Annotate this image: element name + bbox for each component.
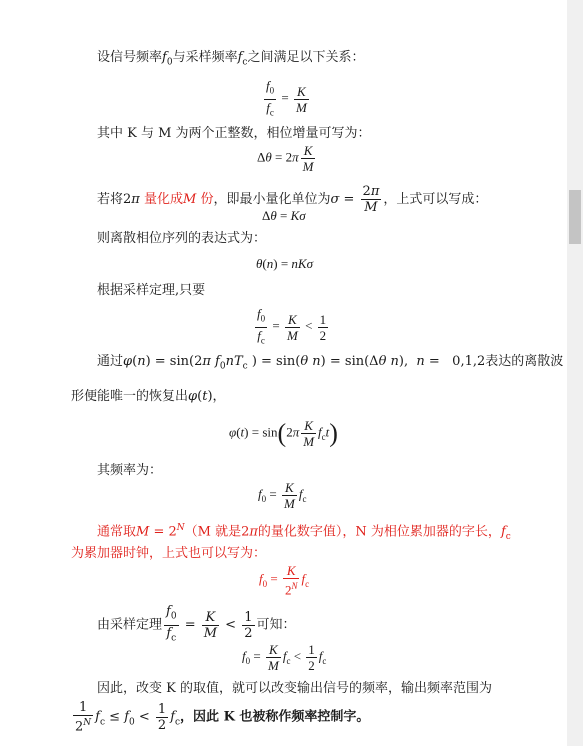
equation-frequency: $f_0$ = $\frac{K}{M}$ $f_c$	[258, 480, 307, 511]
paragraph-8: 其频率为：	[97, 463, 163, 478]
paragraph-1: 设信号频率$f_0$与采样频率$f_c$之间满足以下关系：	[97, 50, 365, 68]
paragraph-10: 为累加器时钟，上式也可以写为：	[71, 546, 267, 561]
paragraph-7: 形便能唯一的恢复出φ(t)，	[71, 389, 226, 404]
paragraph-11: 由采样定理 $\frac{f_0}{f_c}$ = $\frac{K}{M}$ < $\frac{1}{2}$ 可知：	[97, 604, 296, 644]
equation-discrete-phase: θ(n) = nKσ	[256, 256, 313, 271]
paragraph-12: 因此，改变 K 的取值，就可以改变输出信号的频率，输出频率范围为	[97, 681, 492, 696]
paragraph-4: 则离散相位序列的表达式为：	[97, 231, 267, 246]
equation-phase-increment: Δθ = 2π $\frac{K}{M}$	[257, 143, 314, 174]
equation-frequency-bound: $f_0$ = $\frac{K}{M}$ $f_c$ < $\frac{1}{2}$ $f_c$	[242, 642, 327, 673]
scrollbar-thumb[interactable]	[569, 190, 581, 244]
paragraph-3: 若将2π 量化成M 份，即最小量化单位为σ = $\frac{2\pi}{M}$ ，上式可以写成：	[97, 184, 488, 215]
equation-recovered-signal: φ(t) = sin(2π $\frac{K}{M}$ $f_ct$)	[229, 418, 338, 449]
equation-frequency-2n: $f_0$ = $\frac{K}{2^N}$ $f_c$	[259, 563, 310, 598]
paragraph-13: $\frac{1}{2^N}$ $f_c \le f_0$ < $\frac{1}{2}$ $f_c$，因此 K 也被称作频率控制字。	[75, 700, 370, 735]
equation-ratio: $\frac{f_0}{f_c}$ = $\frac{K}{M}$	[266, 78, 307, 118]
paragraph-9: 通常取$M = 2^N(M$ 就是2π的量化数字值），N 为相位累加器的字长，$f_c$	[97, 523, 511, 542]
equation-sampling-condition: $\frac{f_0}{f_c}$ = $\frac{K}{M}$ < $\frac{1}{2}$	[257, 306, 327, 346]
paragraph-2: 其中 K 与 M 为两个正整数，相位增量可写为：	[97, 126, 371, 141]
paragraph-5: 根据采样定理,只要	[97, 283, 206, 298]
vertical-scrollbar[interactable]	[567, 0, 583, 746]
paragraph-6: 通过φ(n) = sin(2π $f_0nT_c$ ) = sin(θ n) = sin(Δθ n), n = 0,1,2表达的离散波	[97, 354, 564, 372]
equation-k-sigma: Δθ = Kσ	[262, 208, 306, 223]
